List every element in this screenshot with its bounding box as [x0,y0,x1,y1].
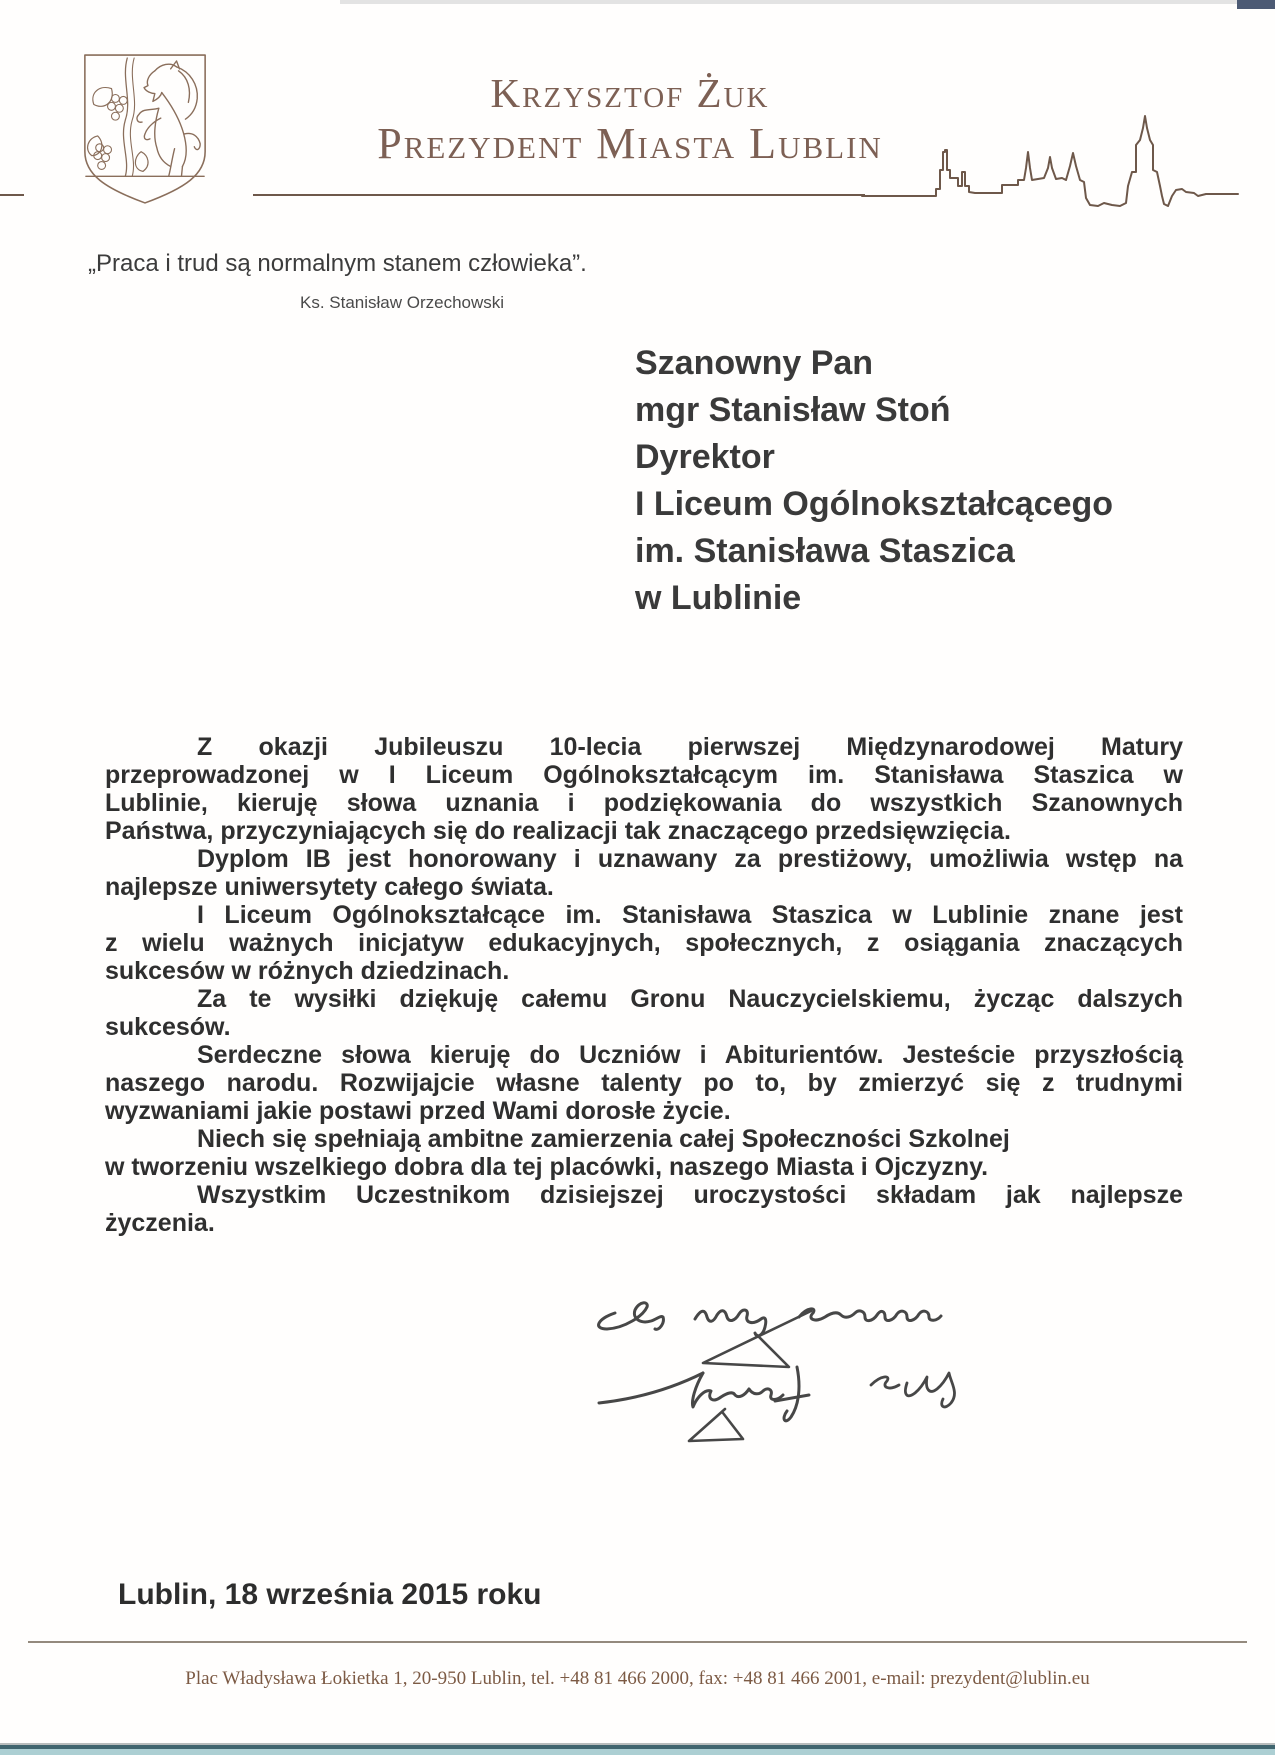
scan-artifact-top-right [1237,0,1275,9]
body-line: w tworzeniu wszelkiego dobra dla tej placówki, naszego Miasta i Ojczyzny. [105,1153,989,1181]
body-line: Niech się spełniają ambitne zamierzenia całej Społeczności Szkolnej [197,1125,1010,1153]
body-line: I Liceum Ogólnokształcące im. Stanisława Staszica w Lublinie znane jest [197,901,1183,929]
body-line: naszego narodu. Rozwijajcie własne talenty po to, by zmierzyć się z trudnymi [105,1069,1183,1097]
motto-attribution: Ks. Stanisław Orzechowski [300,293,505,312]
lublin-coat-of-arms-icon [76,48,214,210]
place-and-date: Lublin, 18 września 2015 roku [118,1578,542,1611]
recipient-line: w Lublinie [635,579,802,617]
paragraph [105,845,1183,901]
body-line: przeprowadzonej w I Liceum Ogólnokształcącym im. Stanisława Staszica w [105,761,1183,789]
paragraph [105,901,1183,985]
paragraph [105,985,1183,1041]
goat-figure [137,61,200,176]
sender-role: Prezydent Miasta Lublin [377,119,883,168]
sender-name: Krzysztof Żuk [490,70,770,116]
recipient-line: im. Stanisława Staszica [635,532,1015,570]
header-rule [253,194,865,196]
paragraph [105,1181,1183,1237]
footer-contact-info: Plac Władysława Łokietka 1, 20-950 Lublin, tel. +48 81 466 2000, fax: +48 81 466 2001, e-mail: prezydent@lublin.eu [185,1668,1090,1689]
recipient-line: Szanowny Pan [635,344,874,382]
recipient-line: I Liceum Ogólnokształcącego [635,485,1114,523]
motto-quote: „Praca i trud są normalnym stanem człowieka”. [88,250,587,277]
body-line: wyzwaniami jakie postawi przed Wami dorosłe życie. [105,1097,731,1125]
recipient-line: mgr Stanisław Stoń [635,391,951,429]
body-line: Państwa, przyczyniających się do realizacji tak znaczącego przedsięwzięcia. [105,817,1011,845]
body-line: sukcesów. [105,1013,231,1041]
header-rule-left [0,194,24,196]
body-line: Dyplom IB jest honorowany i uznawany za prestiżowy, umożliwia wstęp na [197,845,1183,873]
body-line: Wszystkim Uczestnikom dzisiejszej uroczystości składam jak najlepsze [197,1181,1183,1209]
body-line: Lublinie, kieruję słowa uznania i podziękowania do wszystkich Szanownych [105,789,1183,817]
recipient-block [635,340,1113,622]
body-line: Serdeczne słowa kieruję do Uczniów i Abiturientów. Jesteście przyszłością [197,1041,1183,1069]
body-line: sukcesów w różnych dziedzinach. [105,957,510,985]
recipient-line: Dyrektor [635,438,775,476]
body-line: z wielu ważnych inicjatyw edukacyjnych, społecznych, z osiągania znaczących [105,929,1183,957]
lublin-skyline-icon [855,98,1245,218]
paragraph [105,1041,1183,1125]
paragraph [105,1125,1183,1181]
letter-body [105,733,1183,1237]
scan-artifact-top-strip [340,0,1240,4]
scan-artifact-bottom-strip [0,1743,1275,1755]
body-line: Za te wysiłki dziękuję całemu Gronu Nauczycielskiemu, życząc dalszych [197,985,1183,1013]
body-line: Z okazji Jubileuszu 10-lecia pierwszej Międzynarodowej Matury [197,733,1183,761]
body-line: życzenia. [105,1209,215,1237]
body-line: najlepsze uniwersytety całego świata. [105,873,554,901]
paragraph [105,733,1183,845]
footer-rule [28,1641,1247,1643]
handwritten-signature [585,1283,975,1468]
